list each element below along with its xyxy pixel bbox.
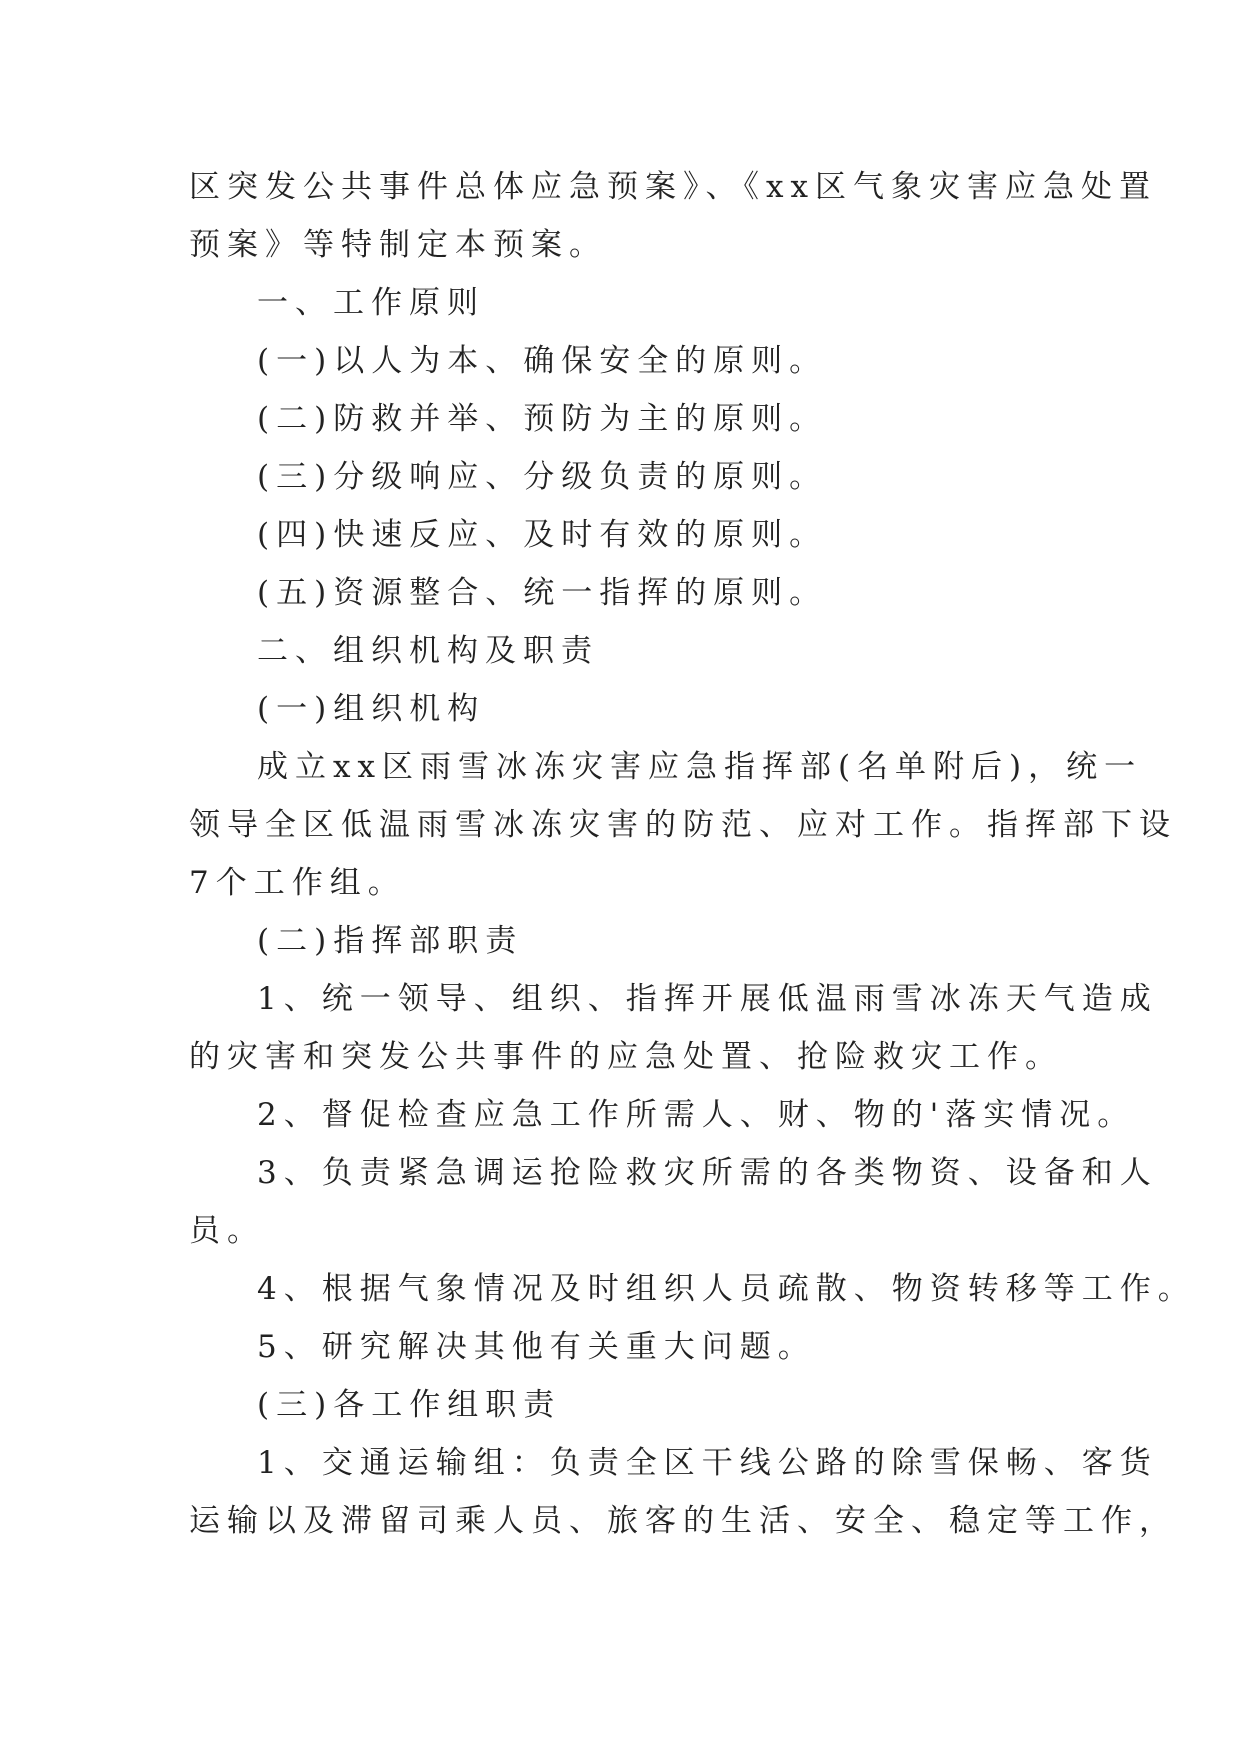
group-item-1-line-1: 1、交通运输组：负责全区干线公路的除雪保畅、客货 xyxy=(257,1445,1158,1481)
duty-item-2: 2、督促检查应急工作所需人、财、物的'落实情况。 xyxy=(257,1097,1136,1133)
section-heading-organization: 二、组织机构及职责 xyxy=(257,633,599,669)
body-line-1: 区突发公共事件总体应急预案》、《xx区气象灾害应急处置 xyxy=(189,169,1157,205)
principle-item-5: (五)资源整合、统一指挥的原则。 xyxy=(257,575,828,611)
body-line-organization-3: 7个工作组。 xyxy=(189,865,406,901)
section-heading-principles: 一、工作原则 xyxy=(257,285,485,321)
subheading-command-duties: (二)指挥部职责 xyxy=(257,923,524,959)
duty-item-3-line-2: 员。 xyxy=(189,1213,265,1249)
duty-item-1-line-2: 的灾害和突发公共事件的应急处置、抢险救灾工作。 xyxy=(189,1039,1063,1075)
duty-item-5: 5、研究解决其他有关重大问题。 xyxy=(257,1329,816,1365)
principle-item-3: (三)分级响应、分级负责的原则。 xyxy=(257,459,828,495)
principle-item-4: (四)快速反应、及时有效的原则。 xyxy=(257,517,828,553)
body-line-organization-2: 领导全区低温雨雪冰冻灾害的防范、应对工作。指挥部下设 xyxy=(189,807,1177,843)
duty-item-3-line-1: 3、负责紧急调运抢险救灾所需的各类物资、设备和人 xyxy=(257,1155,1158,1191)
subheading-working-groups: (三)各工作组职责 xyxy=(257,1387,562,1423)
body-line-2: 预案》等特制定本预案。 xyxy=(189,227,607,263)
body-line-organization-1: 成立xx区雨雪冰冻灾害应急指挥部(名单附后)，统一 xyxy=(257,749,1143,785)
group-item-1-line-2: 运输以及滞留司乘人员、旅客的生活、安全、稳定等工作， xyxy=(189,1503,1177,1539)
document-body xyxy=(189,158,1196,1550)
principle-item-2: (二)防救并举、预防为主的原则。 xyxy=(257,401,828,437)
principle-item-1: (一)以人为本、确保安全的原则。 xyxy=(257,343,828,379)
subheading-organization: (一)组织机构 xyxy=(257,691,486,727)
duty-item-4: 4、根据气象情况及时组织人员疏散、物资转移等工作。 xyxy=(257,1271,1196,1307)
duty-item-1-line-1: 1、统一领导、组织、指挥开展低温雨雪冰冻天气造成 xyxy=(257,981,1158,1017)
